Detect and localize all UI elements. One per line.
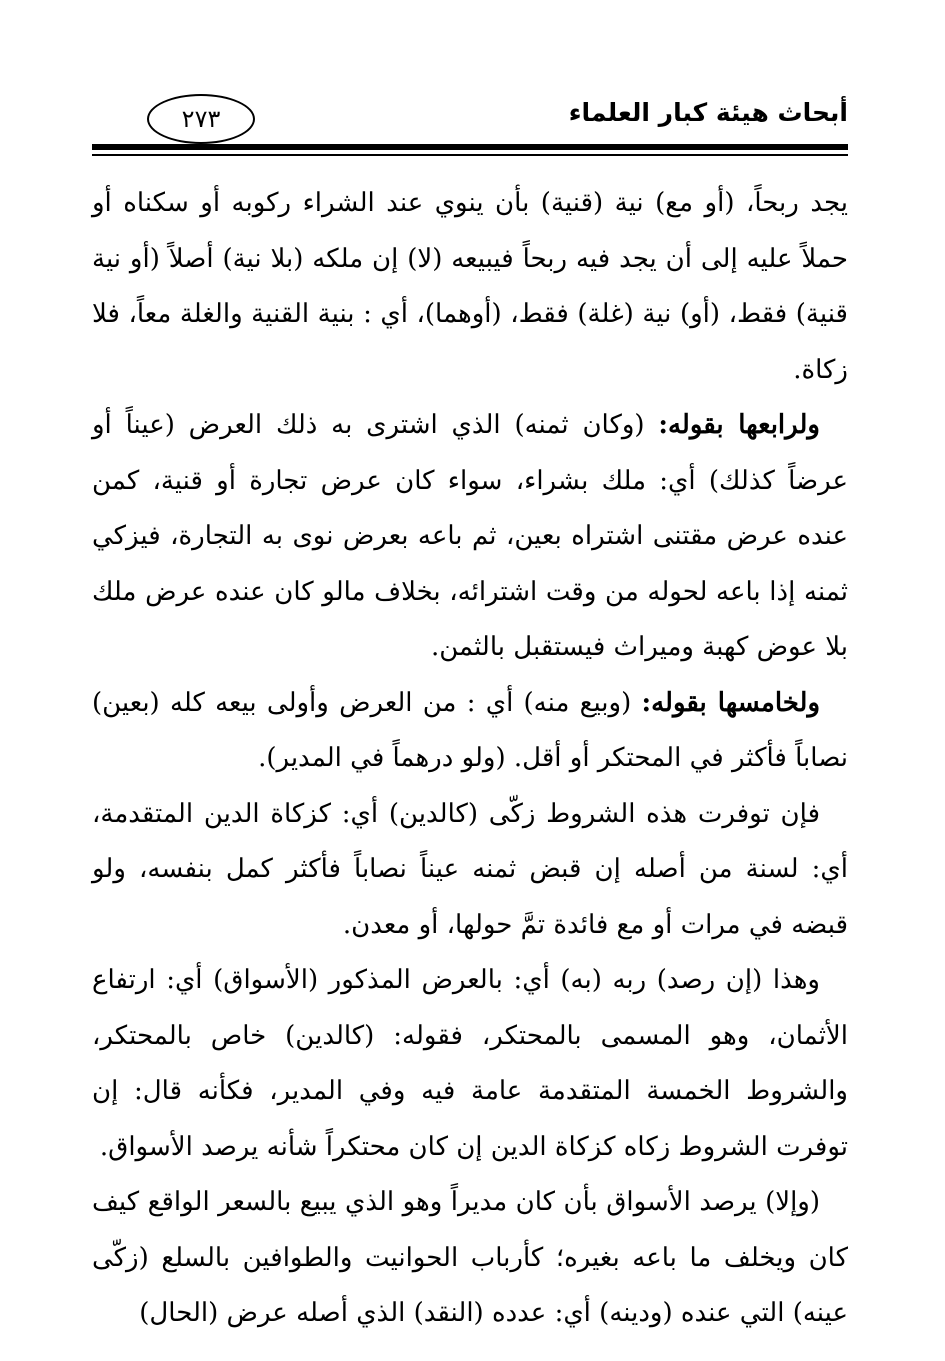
paragraph-text: وهذا (إن رصد) ربه (به) أي: بالعرض المذكور (الأسواق) أي: ارتفاع الأثمان، وهو المسمى بالمحتكر، فقوله: (كالدين) خاص بالمحتكر، والشروط الخمسة المتقدمة عامة فيه وفي المدير، فكأنه قال: إن توفرت الشروط زكاه كزكاة الدين إن كان محتكراً شأنه يرصد الأسواق.	[92, 965, 848, 1162]
paragraph-text: (وإلا) يرصد الأسواق بأن كان مديراً وهو الذي يبيع بالسعر الواقع كيف كان ويخلف ما باعه بغيره؛ كأرباب الحوانيت والطوافين بالسلع (زكّى عينه) التي عنده (ودينه) أي: عدده (النقد) الذي أصله عرض (الحال)	[92, 1187, 848, 1328]
paragraph	[92, 176, 848, 398]
paragraph	[92, 398, 848, 676]
page-header	[92, 88, 848, 168]
body-text	[92, 176, 848, 1342]
running-title: أبحاث هيئة كبار العلماء	[568, 98, 848, 127]
page-number-oval	[147, 94, 255, 144]
paragraph	[92, 787, 848, 954]
header-rule-thin	[92, 154, 848, 156]
header-rule-thick	[92, 144, 848, 150]
paragraph	[92, 1175, 848, 1342]
paragraph-text: (وبيع منه) أي : من العرض وأولى بيعه كله (بعين) نصاباً فأكثر في المحتكر أو أقل. (ولو درهماً في المدير).	[92, 687, 848, 773]
page-number: ٢٧٣	[181, 105, 221, 133]
paragraph	[92, 953, 848, 1175]
paragraph-text: (وكان ثمنه) الذي اشترى به ذلك العرض (عيناً أو عرضاً كذلك) أي: ملك بشراء، سواء كان عرض تجارة أو قنية، كمن عنده عرض مقتنى اشتراه بعين، ثم باعه بعرض نوى به التجارة، فيزكي ثمنه إذا باعه لحوله من وقت اشترائه، بخلاف مالو كان عنده عرض ملك بلا عوض كهبة وميراث فيستقبل بالثمن.	[92, 410, 848, 662]
paragraph-lead: ولرابعها بقوله:	[658, 410, 820, 440]
paragraph-text: يجد ربحاً، (أو مع) نية (قنية) بأن ينوي عند الشراء ركوبه أو سكناه أو حملاً عليه إلى أن يجد فيه ربحاً فيبيعه (لا) إن ملكه (بلا نية) أصلاً (أو نية قنية) فقط، (أو) نية (غلة) فقط، (أوهما)، أي : بنية القنية والغلة معاً، فلا زكاة.	[92, 188, 848, 385]
paragraph-text: فإن توفرت هذه الشروط زكّى (كالدين) أي: كزكاة الدين المتقدمة، أي: لسنة من أصله إن قبض ثمنه عيناً نصاباً فأكثر كمل بنفسه، ولو قبضه في مرات أو مع فائدة تمَّ حولها، أو معدن.	[92, 798, 848, 940]
paragraph	[92, 676, 848, 787]
paragraph-lead: ولخامسها بقوله:	[641, 687, 820, 718]
